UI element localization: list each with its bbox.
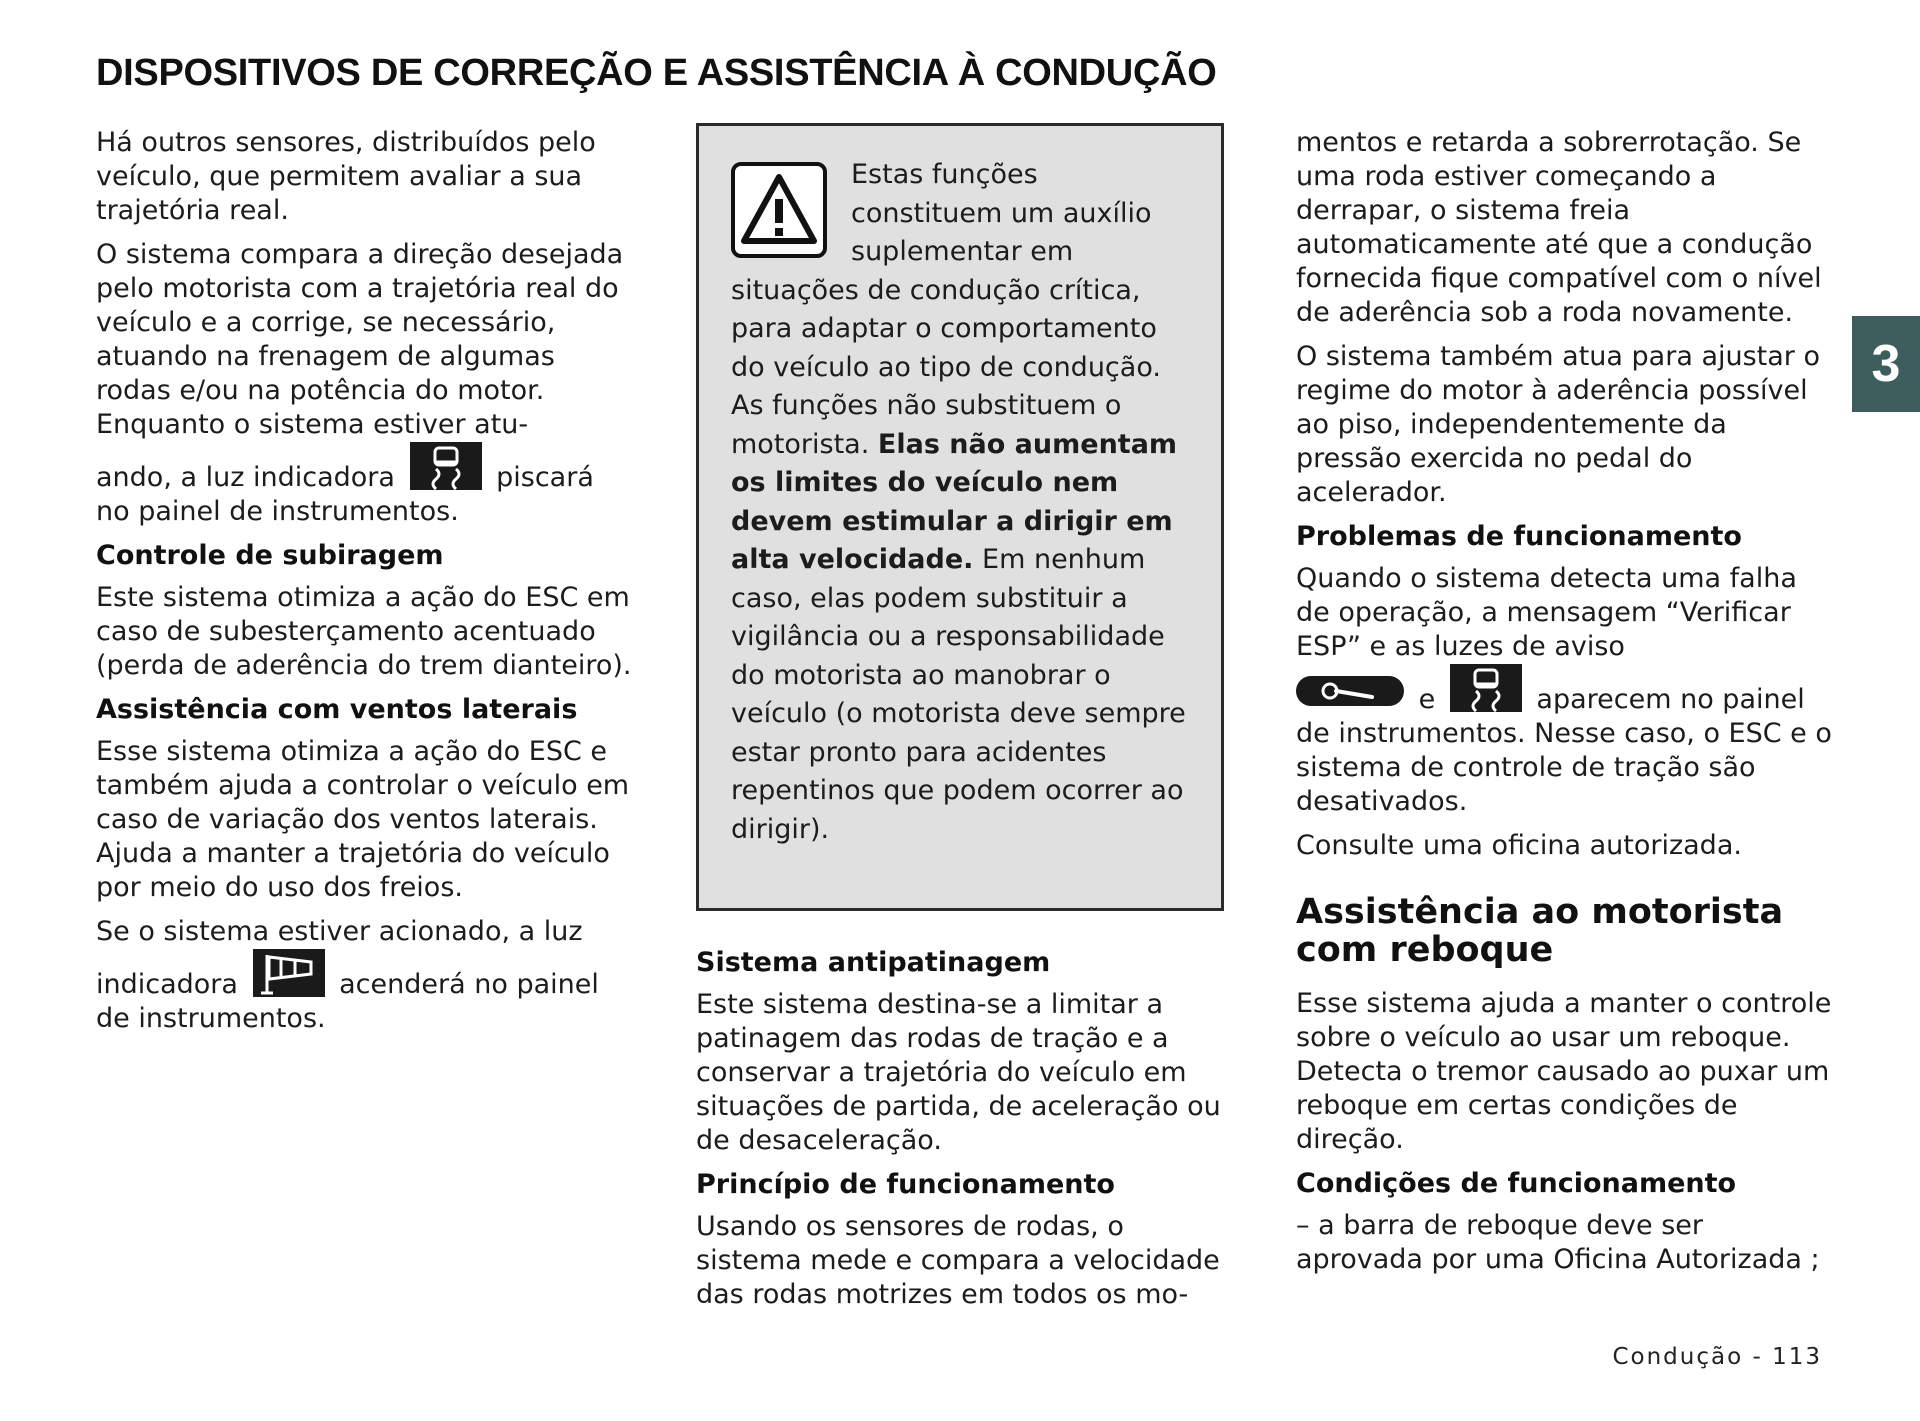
paragraph: O sistema compara a direção desejada pelo motorista com a trajetória real do veículo e a corrige, se necessário, atuando na frenagem de algumas rodas e/ou na potência do motor. Enquanto o sistema estiver atu-: [96, 239, 624, 440]
text: aparecem no painel de instrumentos. Nesse caso, o ESC e o sistema de controle de tração são desativados.: [1296, 684, 1832, 817]
paragraph: Esse sistema ajuda a manter o controle sobre o veículo ao usar um reboque. Detecta o tremor causado ao puxar um reboque em certas condições de direção.: [1296, 988, 1832, 1155]
left-column: [96, 126, 636, 1046]
middle-column: [696, 946, 1236, 1322]
warning-box: [696, 123, 1224, 911]
chapter-tab: 3: [1852, 316, 1920, 412]
heading-principio: Princípio de funcionamento: [696, 1169, 1115, 1200]
heading-condicoes: Condições de funcionamento: [1296, 1168, 1737, 1199]
section-heading-reboque: Assistência ao motorista com reboque: [1296, 892, 1784, 970]
paragraph-indicator: [96, 949, 636, 1036]
page-title: DISPOSITIVOS DE CORREÇÃO E ASSISTÊNCIA À CONDUÇÃO: [96, 52, 1217, 94]
text: Em nenhum caso, elas podem substituir a vigilância ou a responsabilidade do motorista ao manobrar o veículo (o motorista deve sempre estar pronto para acidentes repentinos que podem ocorrer ao dirigir).: [731, 544, 1186, 845]
esc-skid-icon: [410, 442, 482, 490]
paragraph-indicator: [96, 442, 636, 529]
paragraph: Há outros sensores, distribuídos pelo veículo, que permitem avaliar a sua trajetória real.: [96, 127, 596, 226]
paragraph: Este sistema otimiza a ação do ESC em caso de subesterçamento acentuado (perda de aderência do trem dianteiro).: [96, 582, 632, 681]
warning-emphasis: Elas não aumentam os limites do veículo nem devem estimular a dirigir em alta velocidade.: [731, 428, 1178, 575]
paragraph: Esse sistema otimiza a ação do ESC e também ajuda a controlar o veículo em caso de variação dos ventos laterais. Ajuda a manter a trajetória do veículo por meio do uso dos freios.: [96, 736, 630, 903]
paragraph: Usando os sensores de rodas, o sistema mede e compara a velocidade das rodas motrizes em todos os mo-: [696, 1211, 1220, 1310]
page-footer: Condução - 113: [1612, 1344, 1822, 1370]
heading-antipatinagem: Sistema antipatinagem: [696, 947, 1051, 978]
paragraph: Consulte uma oficina autorizada.: [1296, 830, 1742, 861]
esc-skid-icon: [1450, 664, 1522, 712]
warning-paragraph: Estas funções constituem um auxílio suplementar em situações de condução crítica, para adaptar o comportamento do veículo ao tipo de condução.: [731, 159, 1161, 383]
paragraph: O sistema também atua para ajustar o regime do motor à aderência possível ao piso, independentemente da pressão exercida no pedal do acelerador.: [1296, 341, 1821, 508]
paragraph: Se o sistema estiver acionado, a luz: [96, 916, 583, 947]
paragraph: Este sistema destina-se a limitar a patinagem das rodas de tração e a conservar a trajetória do veículo em situações de partida, de aceleração ou de desaceleração.: [696, 989, 1221, 1156]
text: acenderá no painel de instrumentos.: [96, 969, 599, 1034]
text: e: [1418, 684, 1436, 715]
wrench-service-icon: [1296, 676, 1404, 706]
text: ando, a luz indicadora: [96, 462, 395, 493]
paragraph: – a barra de reboque deve ser aprovada por uma Oficina Autorizada ;: [1296, 1210, 1820, 1275]
heading-subiragem: Controle de subiragem: [96, 540, 444, 571]
heading-problemas: Problemas de funcionamento: [1296, 521, 1742, 552]
paragraph: Quando o sistema detecta uma falha de operação, a mensagem “Verificar ESP” e as luzes de aviso: [1296, 563, 1797, 662]
heading-ventos-laterais: Assistência com ventos laterais: [96, 694, 578, 725]
text: As funções não substituem o motorista.: [731, 390, 1122, 460]
windsock-icon: [253, 949, 325, 997]
warning-paragraph: [731, 387, 1191, 849]
text: piscará no painel de instrumentos.: [96, 462, 594, 527]
text: indicadora: [96, 969, 238, 1000]
right-column: [1296, 126, 1836, 1287]
paragraph: mentos e retarda a sobrerrotação. Se uma roda estiver começando a derrapar, o sistema freia automaticamente até que a condução fornecida fique compatível com o nível de aderência sob a roda novamente.: [1296, 127, 1822, 328]
paragraph-indicator: [1296, 664, 1836, 819]
warning-triangle-icon: [731, 162, 827, 258]
